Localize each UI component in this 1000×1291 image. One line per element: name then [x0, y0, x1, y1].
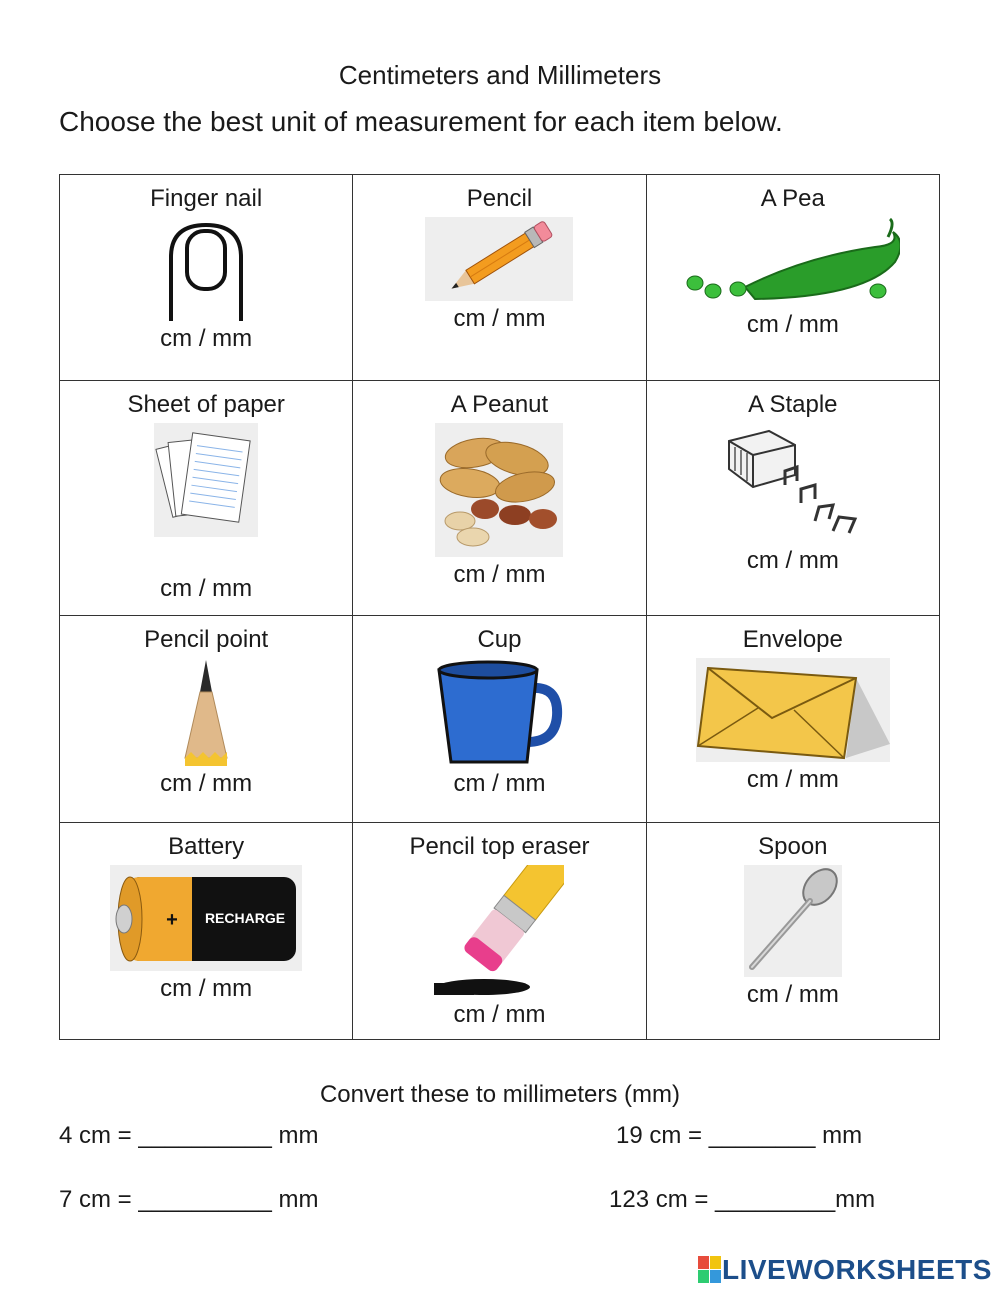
item-cell [353, 175, 646, 381]
item-cell [60, 175, 353, 381]
conversion-question[interactable]: 123 cm = _________mm [609, 1186, 876, 1213]
item-name: Spoon [758, 833, 828, 860]
worksheet-title: Centimeters and Millimeters [338, 60, 662, 90]
item-name: Finger nail [150, 185, 263, 212]
item-name: Pencil [466, 185, 533, 212]
item-name: A Staple [748, 391, 838, 418]
battery-plus-sign: + [166, 909, 178, 931]
item-cell [646, 175, 939, 381]
unit-choice[interactable]: cm / mm [453, 1001, 546, 1028]
unit-choice[interactable]: cm / mm [453, 770, 546, 797]
pencil-icon [425, 217, 573, 301]
item-cell [60, 616, 353, 823]
unit-choice[interactable]: cm / mm [746, 981, 839, 1008]
peanuts-icon [435, 423, 563, 557]
item-cell [646, 381, 939, 616]
finger-nail-icon [151, 217, 261, 321]
instructions: Choose the best unit of measurement for each item below. [59, 106, 783, 137]
conversion-title: Convert these to millimeters (mm) [319, 1081, 681, 1108]
item-cell [353, 823, 646, 1040]
item-cell [60, 381, 353, 616]
unit-choice[interactable]: cm / mm [453, 561, 546, 588]
table-row [60, 175, 940, 381]
item-name: Pencil point [144, 626, 269, 653]
unit-choice[interactable]: cm / mm [160, 325, 253, 352]
spoon-icon [744, 865, 842, 977]
item-name: Pencil top eraser [409, 833, 590, 860]
item-name: Envelope [742, 626, 843, 653]
unit-choice[interactable]: cm / mm [453, 305, 546, 332]
table-row [60, 616, 940, 823]
staples-icon [723, 423, 863, 543]
unit-choice[interactable]: cm / mm [160, 575, 253, 602]
item-name: Sheet of paper [127, 391, 285, 418]
unit-choice[interactable]: cm / mm [746, 547, 839, 574]
item-cell [60, 823, 353, 1040]
item-cell [353, 616, 646, 823]
logo-text: LIVEWORKSHEETS [722, 1254, 992, 1285]
conversion-question[interactable]: 4 cm = __________ mm [59, 1122, 319, 1149]
unit-choice[interactable]: cm / mm [160, 975, 253, 1002]
cup-icon [435, 658, 563, 766]
envelope-icon [696, 658, 890, 762]
items-table [59, 174, 940, 1040]
logo-blocks-icon [698, 1256, 722, 1284]
item-name: A Peanut [450, 391, 549, 418]
item-cell [646, 823, 939, 1040]
item-name: Cup [477, 626, 522, 653]
item-cell [353, 381, 646, 616]
item-cell [646, 616, 939, 823]
battery-label: RECHARGE [205, 910, 286, 926]
unit-choice[interactable]: cm / mm [746, 766, 839, 793]
pencil-point-icon [181, 658, 231, 766]
eraser-icon [434, 865, 564, 997]
item-name: A Pea [760, 185, 825, 212]
liveworksheets-logo [698, 1254, 992, 1286]
conversion-question[interactable]: 19 cm = ________ mm [616, 1122, 863, 1149]
table-row [60, 381, 940, 616]
unit-choice[interactable]: cm / mm [160, 770, 253, 797]
item-name: Battery [168, 833, 245, 860]
paper-sheets-icon [154, 423, 258, 537]
battery-icon [110, 865, 302, 971]
conversion-question[interactable]: 7 cm = __________ mm [59, 1186, 319, 1213]
unit-choice[interactable]: cm / mm [746, 311, 839, 338]
table-row [60, 823, 940, 1040]
pea-pod-icon [685, 217, 900, 307]
